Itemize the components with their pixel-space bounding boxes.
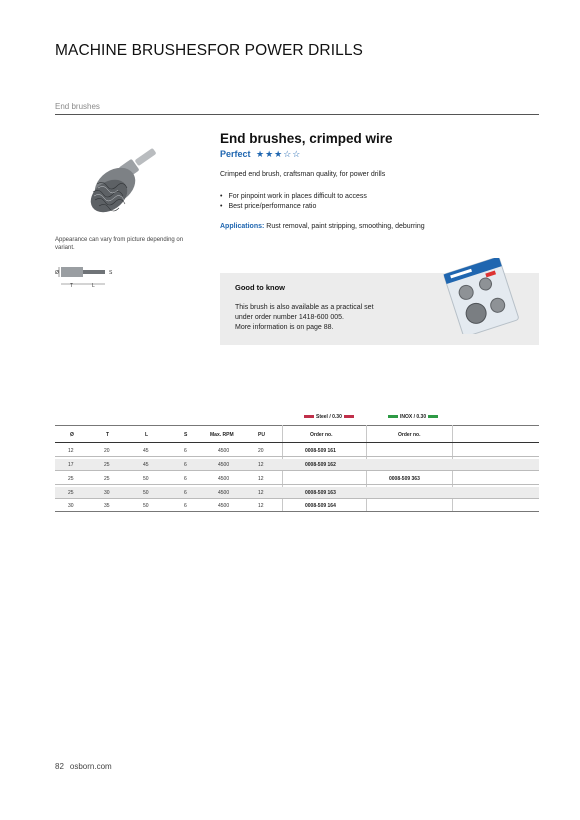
cell-s: 6 [184,462,187,468]
info-line: under order number 1418-600 005. [235,314,344,321]
cell-s: 6 [184,503,187,509]
cell-t: 20 [104,448,110,454]
feature-item: • Best price/performance ratio [220,202,367,212]
cell-diameter: 25 [68,490,74,496]
dim-t-label: T [70,283,74,289]
cell-l: 50 [143,503,149,509]
material-inox-label: INOX / 0.30 [400,414,427,420]
cell-t: 25 [104,476,110,482]
col-header-l: L [145,432,149,438]
cell-rpm: 4500 [218,462,230,468]
cell-t: 25 [104,462,110,468]
cell-l: 50 [143,476,149,482]
product-title: End brushes, crimped wire [220,131,393,146]
table-row [55,487,539,498]
feature-item: • For pinpoint work in places difficult to access [220,192,367,202]
cell-pu: 12 [258,503,264,509]
footer-site-link[interactable]: osborn.com [69,762,112,771]
material-steel-label: Steel / 0.30 [316,414,342,420]
cell-order-steel: 0008-509 164 [305,503,336,509]
cell-pu: 12 [258,490,264,496]
info-line: This brush is also available as a practical set [235,304,374,311]
table-row [55,459,539,470]
table-top-rule [55,425,539,426]
steel-color-bar [304,415,314,418]
cell-pu: 20 [258,448,264,454]
cell-pu: 12 [258,462,264,468]
end-brush-image [85,148,163,220]
brush-set-image [440,258,522,334]
cell-l: 45 [143,462,149,468]
cell-order-inox: 0008-509 363 [389,476,420,482]
material-steel-header [302,414,356,420]
dim-s-label: S [109,270,113,276]
col-header-pu: PU [258,432,265,438]
page-title: MACHINE BRUSHESFOR POWER DRILLS [55,42,363,59]
applications-label: Applications: [220,223,265,230]
cell-s: 6 [184,476,187,482]
cell-t: 35 [104,503,110,509]
section-label: End brushes [55,102,100,111]
material-inox-header [386,414,440,420]
svg-text:Ø: Ø [55,270,59,276]
cell-rpm: 4500 [218,503,230,509]
cell-s: 6 [184,448,187,454]
image-caption: Appearance can vary from picture depending on variant. [55,237,184,251]
product-description: Crimped end brush, craftsman quality, for power drills [220,171,386,178]
dimension-diagram [55,264,125,290]
cell-diameter: 30 [68,503,74,509]
col-header-order-steel: Order no. [310,432,333,438]
cell-order-steel: 0008-509 162 [305,462,336,468]
cell-rpm: 4500 [218,476,230,482]
cell-diameter: 25 [68,476,74,482]
feature-list [220,192,367,212]
col-header-t: T [106,432,110,438]
section-rule [55,114,539,115]
col-header-s: S [184,432,188,438]
cell-l: 45 [143,448,149,454]
applications [220,223,425,230]
info-line: More information is on page 88. [235,324,334,331]
rating-stars-icon: ★★★☆☆ [256,149,302,159]
cell-rpm: 4500 [218,448,230,454]
good-to-know-title: Good to know [235,283,285,292]
rating-label: Perfect [220,149,251,159]
dim-l-label: L [92,283,95,289]
cell-rpm: 4500 [218,490,230,496]
cell-s: 6 [184,490,187,496]
col-header-order-inox: Order no. [398,432,421,438]
page-footer [55,762,112,771]
page-number: 82 [55,762,64,771]
col-header-diameter: Ø [70,432,74,438]
table-header-rule [55,442,539,443]
cell-t: 30 [104,490,110,496]
cell-order-steel: 0008-509 163 [305,490,336,496]
cell-diameter: 12 [68,448,74,454]
inox-color-bar [388,415,398,418]
cell-l: 50 [143,490,149,496]
col-header-max-rpm: Max. RPM [210,432,234,438]
cell-order-steel: 0008-509 161 [305,448,336,454]
rating [220,149,301,160]
cell-diameter: 17 [68,462,74,468]
good-to-know-text [235,303,425,333]
applications-text: Rust removal, paint stripping, smoothing, deburring [264,223,425,230]
cell-pu: 12 [258,476,264,482]
